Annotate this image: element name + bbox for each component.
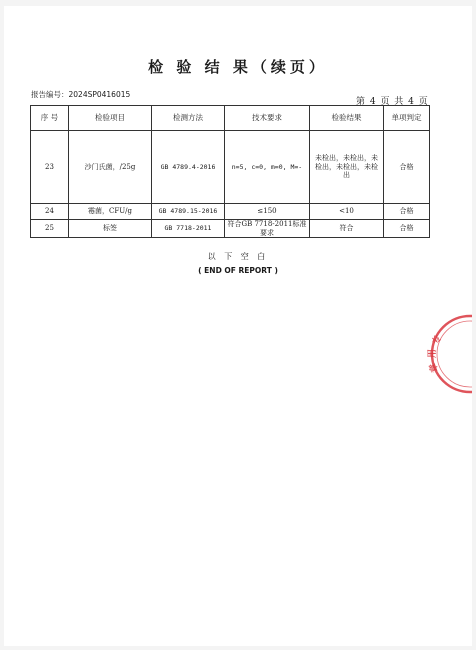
cell-requirement: n=5, c=0, m=0, M=- [225,131,310,204]
cell-requirement: 符合GB 7718-2011标准要求 [225,220,310,238]
svg-text:专: 专 [431,334,444,347]
column-header-verdict: 单项判定 [384,106,430,131]
cell-result: <10 [310,204,384,220]
blank-below-note: 以 下 空 白 [207,252,269,261]
column-header-method: 检测方法 [152,106,225,131]
report-page [4,6,472,646]
cell-method: GB 4789.15-2016 [152,204,225,220]
cell-item: 霉菌，CFU/g [69,204,152,220]
cell-item: 标签 [69,220,152,238]
report-number: 报告编号：2024SP0416015 [31,90,131,99]
seal-stamp-icon [424,314,472,394]
official-seal [424,314,472,394]
cell-no: 25 [31,220,69,238]
svg-text:用: 用 [428,348,438,358]
page-title: 检 验 结 果（续页） [148,58,328,76]
cell-no: 23 [31,131,69,204]
cell-requirement: ≤150 [225,204,310,220]
table-header-row [31,106,430,131]
page-indicator: 第 4 页 共 4 页 [356,97,429,107]
end-of-report: ( END OF REPORT ) [198,266,278,275]
cell-verdict: 合格 [384,220,430,238]
table-row [31,131,430,204]
results-table [30,105,430,238]
cell-verdict: 合格 [384,131,430,204]
table-row [31,220,430,238]
cell-result: 未检出，未检出，未检出，未检出，未检出 [310,131,384,204]
cell-verdict: 合格 [384,204,430,220]
column-header-requirement: 技术要求 [225,106,310,131]
table-row [31,204,430,220]
cell-result: 符合 [310,220,384,238]
cell-method: GB 4789.4-2016 [152,131,225,204]
column-header-no: 序 号 [31,106,69,131]
cell-method: GB 7718-2011 [152,220,225,238]
cell-item: 沙门氏菌，/25g [69,131,152,204]
column-header-item: 检验项目 [69,106,152,131]
column-header-result: 检验结果 [310,106,384,131]
cell-no: 24 [31,204,69,220]
svg-text:章: 章 [428,361,441,374]
